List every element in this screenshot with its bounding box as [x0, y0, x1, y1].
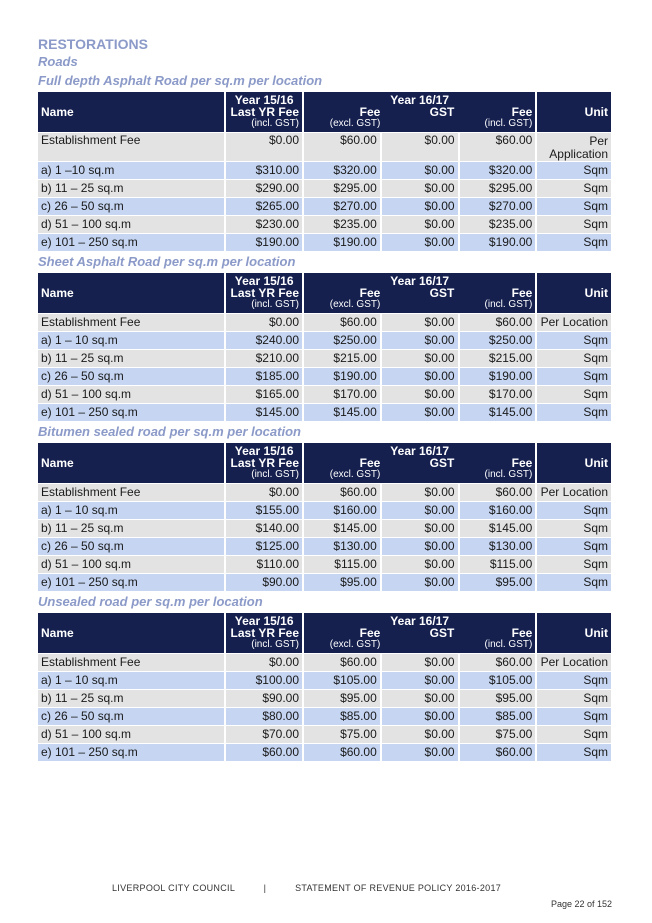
- row-name: d) 51 – 100 sq.m: [38, 556, 224, 573]
- row-gst: $0.00: [382, 386, 458, 403]
- row-name: e) 101 – 250 sq.m: [38, 574, 224, 591]
- row-gst: $0.00: [382, 368, 458, 385]
- row-unit: Per Location: [537, 654, 611, 671]
- row-last-yr-fee: $110.00: [226, 556, 302, 573]
- row-fee-incl: $270.00: [460, 198, 536, 215]
- row-gst: $0.00: [382, 574, 458, 591]
- header-last-yr-fee: [226, 443, 302, 483]
- row-fee-incl: $145.00: [460, 520, 536, 537]
- header-gst-label: GST: [429, 286, 455, 300]
- row-fee-incl: $145.00: [460, 404, 536, 421]
- row-name: e) 101 – 250 sq.m: [38, 234, 224, 251]
- header-year-prev: Year 15/16: [234, 614, 294, 628]
- table-row: [38, 556, 611, 573]
- row-gst: $0.00: [382, 404, 458, 421]
- row-last-yr-fee: $80.00: [226, 708, 302, 725]
- row-name: d) 51 – 100 sq.m: [38, 216, 224, 233]
- row-gst: $0.00: [382, 726, 458, 743]
- row-gst: $0.00: [382, 180, 458, 197]
- row-last-yr-fee: $0.00: [226, 133, 302, 161]
- row-unit: Sqm: [537, 368, 611, 385]
- table-title: Sheet Asphalt Road per sq.m per location: [38, 254, 296, 269]
- row-fee-excl: $95.00: [304, 690, 380, 707]
- row-unit: Sqm: [537, 672, 611, 689]
- row-name: a) 1 –10 sq.m: [38, 162, 224, 179]
- header-last-yr-label: Last YR Fee: [230, 626, 300, 640]
- row-fee-incl: $215.00: [460, 350, 536, 367]
- header-fee-label: Fee: [359, 105, 381, 119]
- row-gst: $0.00: [382, 162, 458, 179]
- row-fee-excl: $170.00: [304, 386, 380, 403]
- table-header-row: [38, 92, 611, 132]
- footer: [112, 883, 501, 893]
- section-title: RESTORATIONS: [38, 36, 148, 52]
- header-year-cur: Year 16/17: [390, 93, 450, 107]
- row-fee-excl: $250.00: [304, 332, 380, 349]
- header-year-cur: Year 16/17: [390, 444, 450, 458]
- row-unit: Sqm: [537, 502, 611, 519]
- table-row: [38, 538, 611, 555]
- row-last-yr-fee: $230.00: [226, 216, 302, 233]
- row-unit: Sqm: [537, 744, 611, 761]
- row-gst: $0.00: [382, 538, 458, 555]
- row-gst: $0.00: [382, 708, 458, 725]
- row-fee-excl: $215.00: [304, 350, 380, 367]
- row-fee-excl: $295.00: [304, 180, 380, 197]
- row-fee-excl: $60.00: [304, 654, 380, 671]
- header-gst-label: GST: [429, 626, 455, 640]
- table-row: [38, 314, 611, 331]
- header-last-yr-note: (incl. GST): [251, 469, 300, 480]
- row-last-yr-fee: $90.00: [226, 574, 302, 591]
- header-unit: Unit: [537, 443, 611, 483]
- header-current-year: [304, 92, 535, 132]
- row-fee-excl: $145.00: [304, 520, 380, 537]
- row-fee-incl: $250.00: [460, 332, 536, 349]
- row-fee-incl: $75.00: [460, 726, 536, 743]
- row-fee-incl: $60.00: [460, 484, 536, 501]
- row-gst: $0.00: [382, 332, 458, 349]
- row-unit: Sqm: [537, 350, 611, 367]
- header-year-cur: Year 16/17: [390, 614, 450, 628]
- row-last-yr-fee: $70.00: [226, 726, 302, 743]
- row-fee-excl: $145.00: [304, 404, 380, 421]
- row-name: c) 26 – 50 sq.m: [38, 708, 224, 725]
- table-row: [38, 404, 611, 421]
- row-fee-excl: $320.00: [304, 162, 380, 179]
- table-title: Bitumen sealed road per sq.m per location: [38, 424, 301, 439]
- row-fee-excl: $270.00: [304, 198, 380, 215]
- row-gst: $0.00: [382, 314, 458, 331]
- header-gst-label: GST: [429, 456, 455, 470]
- header-last-yr-label: Last YR Fee: [230, 456, 300, 470]
- table-row: [38, 234, 611, 251]
- row-gst: $0.00: [382, 350, 458, 367]
- row-fee-incl: $115.00: [460, 556, 536, 573]
- fee-table: [36, 442, 613, 592]
- row-name: b) 11 – 25 sq.m: [38, 520, 224, 537]
- header-name: Name: [38, 443, 224, 483]
- header-name: Name: [38, 92, 224, 132]
- row-fee-incl: $95.00: [460, 690, 536, 707]
- row-gst: $0.00: [382, 690, 458, 707]
- header-last-yr-note: (incl. GST): [251, 299, 300, 310]
- header-unit: Unit: [537, 273, 611, 313]
- header-fee-incl-label: Fee: [511, 286, 533, 300]
- header-fee-label: Fee: [359, 456, 381, 470]
- row-unit: Sqm: [537, 538, 611, 555]
- table-row: [38, 386, 611, 403]
- row-gst: $0.00: [382, 744, 458, 761]
- row-name: e) 101 – 250 sq.m: [38, 404, 224, 421]
- row-last-yr-fee: $0.00: [226, 314, 302, 331]
- row-name: Establishment Fee: [38, 484, 224, 501]
- row-last-yr-fee: $100.00: [226, 672, 302, 689]
- row-name: Establishment Fee: [38, 654, 224, 671]
- row-fee-excl: $60.00: [304, 133, 380, 161]
- footer-separator: |: [263, 883, 267, 893]
- row-unit: Sqm: [537, 198, 611, 215]
- row-unit: Sqm: [537, 708, 611, 725]
- table-row: [38, 162, 611, 179]
- row-unit: Sqm: [537, 180, 611, 197]
- page-number: Page 22 of 152: [550, 899, 612, 909]
- row-fee-incl: $130.00: [460, 538, 536, 555]
- row-fee-incl: $160.00: [460, 502, 536, 519]
- header-fee-label: Fee: [359, 286, 381, 300]
- row-fee-incl: $60.00: [460, 654, 536, 671]
- row-unit: Sqm: [537, 216, 611, 233]
- table-row: [38, 726, 611, 743]
- header-fee-incl-label: Fee: [511, 626, 533, 640]
- header-current-year: [304, 273, 535, 313]
- row-fee-incl: $235.00: [460, 216, 536, 233]
- header-fee-incl-note: (incl. GST): [484, 299, 533, 310]
- row-unit: Sqm: [537, 574, 611, 591]
- row-unit: Sqm: [537, 162, 611, 179]
- row-fee-incl: $60.00: [460, 133, 536, 161]
- header-name: Name: [38, 273, 224, 313]
- header-fee-note: (excl. GST): [329, 118, 381, 129]
- header-fee-incl-note: (incl. GST): [484, 118, 533, 129]
- row-unit: Sqm: [537, 234, 611, 251]
- row-unit: Sqm: [537, 404, 611, 421]
- row-fee-incl: $190.00: [460, 234, 536, 251]
- table-header-row: [38, 613, 611, 653]
- row-last-yr-fee: $190.00: [226, 234, 302, 251]
- row-last-yr-fee: $165.00: [226, 386, 302, 403]
- footer-org: LIVERPOOL CITY COUNCIL: [112, 883, 235, 893]
- header-fee-incl-note: (incl. GST): [484, 469, 533, 480]
- table-row: [38, 690, 611, 707]
- row-unit: Per Location: [537, 484, 611, 501]
- row-fee-incl: $105.00: [460, 672, 536, 689]
- row-fee-excl: $60.00: [304, 744, 380, 761]
- header-last-yr-note: (incl. GST): [251, 639, 300, 650]
- row-fee-excl: $130.00: [304, 538, 380, 555]
- row-fee-excl: $235.00: [304, 216, 380, 233]
- row-gst: $0.00: [382, 484, 458, 501]
- row-gst: $0.00: [382, 520, 458, 537]
- row-name: c) 26 – 50 sq.m: [38, 198, 224, 215]
- row-fee-excl: $60.00: [304, 484, 380, 501]
- header-last-yr-fee: [226, 273, 302, 313]
- table-row: [38, 654, 611, 671]
- row-fee-incl: $85.00: [460, 708, 536, 725]
- row-fee-incl: $190.00: [460, 368, 536, 385]
- row-fee-incl: $295.00: [460, 180, 536, 197]
- table-row: [38, 708, 611, 725]
- row-gst: $0.00: [382, 502, 458, 519]
- row-gst: $0.00: [382, 216, 458, 233]
- table-row: [38, 198, 611, 215]
- header-last-yr-label: Last YR Fee: [230, 286, 300, 300]
- row-last-yr-fee: $265.00: [226, 198, 302, 215]
- table-row: [38, 350, 611, 367]
- row-fee-incl: $170.00: [460, 386, 536, 403]
- row-gst: $0.00: [382, 133, 458, 161]
- header-current-year: [304, 613, 535, 653]
- row-fee-excl: $105.00: [304, 672, 380, 689]
- subsection-title: Roads: [38, 54, 78, 69]
- row-fee-excl: $190.00: [304, 368, 380, 385]
- table-row: [38, 744, 611, 761]
- row-unit: Sqm: [537, 332, 611, 349]
- row-gst: $0.00: [382, 556, 458, 573]
- table-title: Full depth Asphalt Road per sq.m per location: [38, 73, 323, 88]
- row-unit: Per Location: [537, 314, 611, 331]
- row-gst: $0.00: [382, 672, 458, 689]
- fee-table: [36, 612, 613, 762]
- header-unit: Unit: [537, 92, 611, 132]
- header-fee-note: (excl. GST): [329, 299, 381, 310]
- table-row: [38, 332, 611, 349]
- row-unit: Sqm: [537, 726, 611, 743]
- row-name: d) 51 – 100 sq.m: [38, 386, 224, 403]
- row-last-yr-fee: $155.00: [226, 502, 302, 519]
- header-last-yr-label: Last YR Fee: [230, 105, 300, 119]
- table-header-row: [38, 443, 611, 483]
- footer-doc-title: STATEMENT OF REVENUE POLICY 2016-2017: [295, 883, 502, 893]
- row-gst: $0.00: [382, 654, 458, 671]
- header-fee-incl-label: Fee: [511, 456, 533, 470]
- page-content: [38, 36, 613, 762]
- row-unit: Sqm: [537, 690, 611, 707]
- header-year-prev: Year 15/16: [234, 93, 294, 107]
- header-current-year: [304, 443, 535, 483]
- row-name: Establishment Fee: [38, 314, 224, 331]
- header-year-prev: Year 15/16: [234, 274, 294, 288]
- row-last-yr-fee: $185.00: [226, 368, 302, 385]
- table-row: [38, 672, 611, 689]
- table-header-row: [38, 273, 611, 313]
- row-name: a) 1 – 10 sq.m: [38, 332, 224, 349]
- row-name: e) 101 – 250 sq.m: [38, 744, 224, 761]
- row-last-yr-fee: $290.00: [226, 180, 302, 197]
- header-last-yr-fee: [226, 613, 302, 653]
- table-row: [38, 180, 611, 197]
- row-last-yr-fee: $90.00: [226, 690, 302, 707]
- row-name: c) 26 – 50 sq.m: [38, 368, 224, 385]
- row-name: a) 1 – 10 sq.m: [38, 672, 224, 689]
- header-gst-label: GST: [429, 105, 455, 119]
- header-name: Name: [38, 613, 224, 653]
- row-last-yr-fee: $0.00: [226, 484, 302, 501]
- row-unit: Sqm: [537, 520, 611, 537]
- row-fee-incl: $95.00: [460, 574, 536, 591]
- header-year-cur: Year 16/17: [390, 274, 450, 288]
- row-name: b) 11 – 25 sq.m: [38, 350, 224, 367]
- row-fee-excl: $160.00: [304, 502, 380, 519]
- header-fee-note: (excl. GST): [329, 469, 381, 480]
- header-fee-label: Fee: [359, 626, 381, 640]
- fee-tables: [38, 71, 613, 762]
- table-row: [38, 368, 611, 385]
- row-gst: $0.00: [382, 234, 458, 251]
- fee-table: [36, 272, 613, 422]
- row-name: Establishment Fee: [38, 133, 224, 161]
- row-gst: $0.00: [382, 198, 458, 215]
- header-unit: Unit: [537, 613, 611, 653]
- fee-table: [36, 91, 613, 252]
- table-row: [38, 574, 611, 591]
- header-fee-note: (excl. GST): [329, 639, 381, 650]
- row-last-yr-fee: $0.00: [226, 654, 302, 671]
- table-title: Unsealed road per sq.m per location: [38, 594, 263, 609]
- header-year-prev: Year 15/16: [234, 444, 294, 458]
- row-fee-incl: $60.00: [460, 314, 536, 331]
- row-fee-excl: $115.00: [304, 556, 380, 573]
- table-row: [38, 133, 611, 161]
- row-name: b) 11 – 25 sq.m: [38, 180, 224, 197]
- row-unit: Per Application: [537, 133, 611, 161]
- row-name: d) 51 – 100 sq.m: [38, 726, 224, 743]
- row-name: c) 26 – 50 sq.m: [38, 538, 224, 555]
- row-last-yr-fee: $60.00: [226, 744, 302, 761]
- row-last-yr-fee: $125.00: [226, 538, 302, 555]
- header-last-yr-fee: [226, 92, 302, 132]
- row-fee-excl: $75.00: [304, 726, 380, 743]
- header-last-yr-note: (incl. GST): [251, 118, 300, 129]
- row-fee-incl: $320.00: [460, 162, 536, 179]
- row-last-yr-fee: $310.00: [226, 162, 302, 179]
- row-fee-incl: $60.00: [460, 744, 536, 761]
- row-fee-excl: $85.00: [304, 708, 380, 725]
- row-last-yr-fee: $240.00: [226, 332, 302, 349]
- row-fee-excl: $60.00: [304, 314, 380, 331]
- row-name: b) 11 – 25 sq.m: [38, 690, 224, 707]
- row-unit: Sqm: [537, 386, 611, 403]
- row-last-yr-fee: $145.00: [226, 404, 302, 421]
- row-unit: Sqm: [537, 556, 611, 573]
- table-row: [38, 502, 611, 519]
- row-name: a) 1 – 10 sq.m: [38, 502, 224, 519]
- row-last-yr-fee: $210.00: [226, 350, 302, 367]
- row-fee-excl: $95.00: [304, 574, 380, 591]
- header-fee-incl-note: (incl. GST): [484, 639, 533, 650]
- row-fee-excl: $190.00: [304, 234, 380, 251]
- row-last-yr-fee: $140.00: [226, 520, 302, 537]
- table-row: [38, 520, 611, 537]
- table-row: [38, 216, 611, 233]
- header-fee-incl-label: Fee: [511, 105, 533, 119]
- table-row: [38, 484, 611, 501]
